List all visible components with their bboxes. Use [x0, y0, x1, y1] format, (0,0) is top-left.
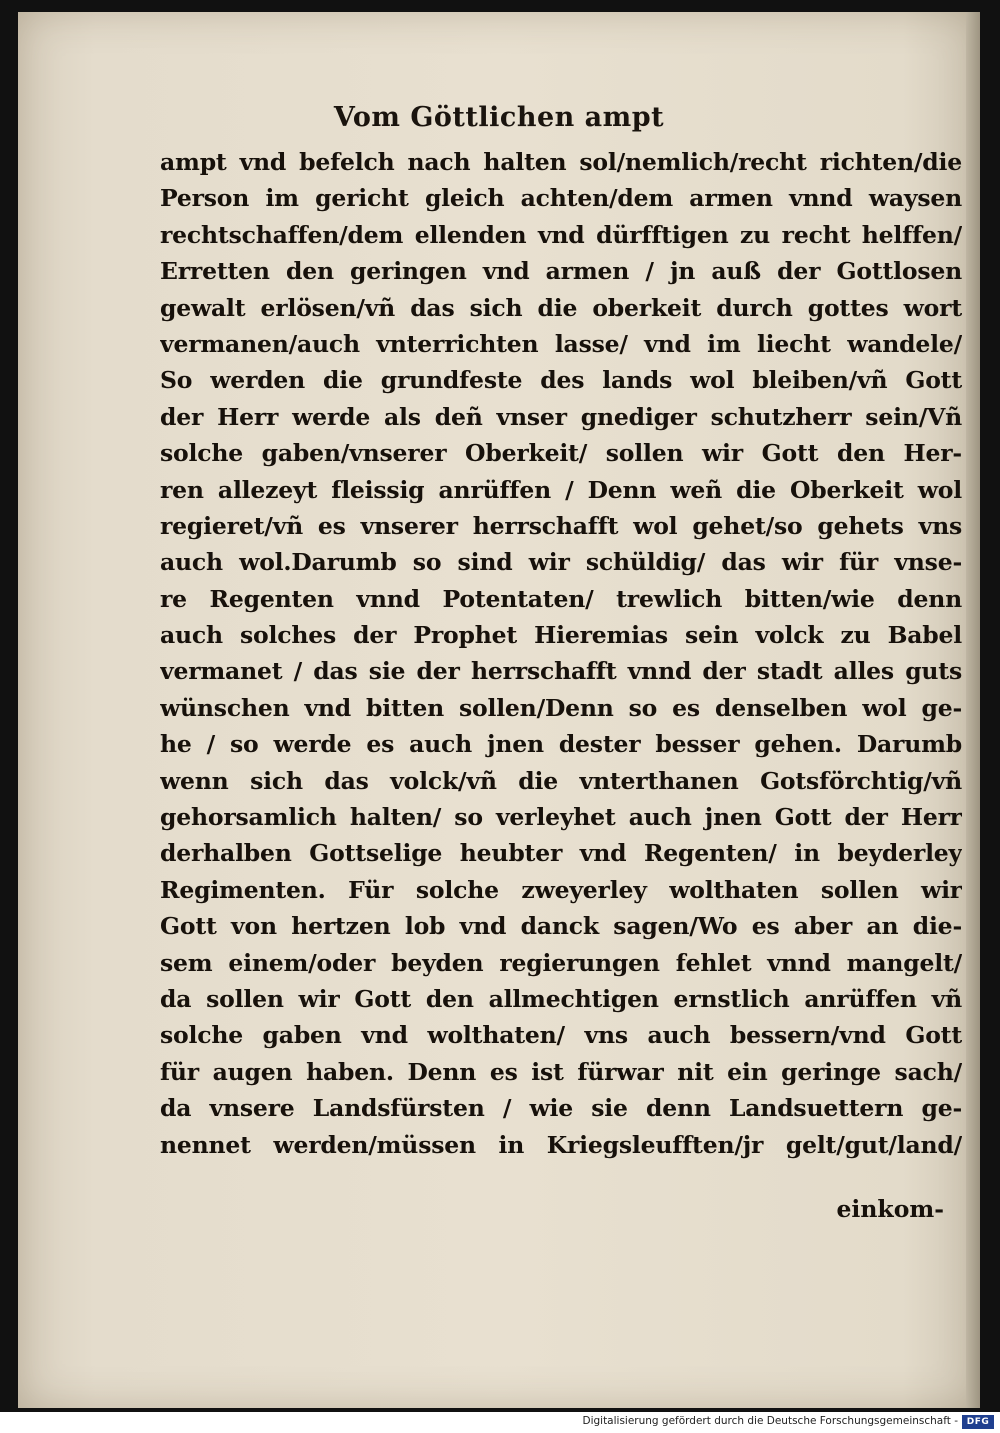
dfg-logo-icon: DFG — [962, 1415, 994, 1429]
text-line: gehorsamlich halten/ so verleyhet auch jnen Gott der Herr — [160, 803, 962, 832]
text-line: vermanet / das sie der herrschafft vnnd der stadt alles guts — [160, 657, 962, 686]
running-head: Vom Göttlichen ampt — [333, 102, 665, 133]
text-line: vermanen/auch vnterrichten lasse/ vnd im liecht wandele/ — [160, 329, 962, 358]
text-line: solche gaben/vnserer Oberkeit/ sollen wir Gott den Her- — [160, 439, 962, 468]
page-edge — [966, 12, 980, 1408]
text-line: derhalben Gottselige heubter vnd Regenten/ in beyderley — [160, 839, 962, 868]
catchword: einkom- — [836, 1195, 944, 1223]
text-line: wünschen vnd bitten sollen/Denn so es denselben wol ge- — [160, 693, 962, 722]
text-line: da vnsere Landsfürsten / wie sie denn Landsuettern ge- — [160, 1094, 962, 1123]
text-line: sem einem/oder beyden regierungen fehlet vnnd mangelt/ — [160, 948, 962, 977]
text-line: ampt vnd befelch nach halten sol/nemlich/recht richten/die — [160, 148, 962, 176]
funding-credit: Digitalisierung gefördert durch die Deutsche Forschungsgemeinschaft - — [582, 1415, 958, 1427]
text-line: Gott von hertzen lob vnd danck sagen/Wo es aber an die- — [160, 912, 962, 941]
text-line: gewalt erlösen/vñ das sich die oberkeit durch gottes wort — [160, 293, 962, 322]
text-line: solche gaben vnd wolthaten/ vns auch bessern/vnd Gott — [160, 1021, 962, 1050]
text-line: So werden die grundfeste des lands wol bleiben/vñ Gott — [160, 366, 962, 395]
text-line: der Herr werde als deñ vnser gnediger schutzherr sein/Vñ — [160, 402, 962, 431]
text-line: auch wol.Darumb so sind wir schüldig/ das wir für vnse- — [160, 548, 962, 577]
text-line: rechtschaffen/dem ellenden vnd dürfftigen zu recht helffen/ — [160, 220, 962, 249]
text-line: nennet werden/müssen in Kriegsleufften/jr gelt/gut/land/ — [160, 1130, 962, 1159]
text-line: Regimenten. Für solche zweyerley wolthaten sollen wir — [160, 875, 962, 904]
text-line: Person im gericht gleich achten/dem armen vnnd waysen — [160, 184, 962, 213]
text-block — [160, 144, 962, 1163]
text-line: da sollen wir Gott den allmechtigen ernstlich anrüffen vñ — [160, 984, 962, 1013]
text-line: he / so werde es auch jnen dester besser gehen. Darumb — [160, 730, 962, 759]
text-line: regieret/vñ es vnserer herrschafft wol gehet/so gehets vns — [160, 511, 962, 540]
text-line: Erretten den geringen vnd armen / jn auß der Gottlosen — [160, 257, 962, 286]
text-line: auch solches der Prophet Hieremias sein volck zu Babel — [160, 621, 962, 650]
text-line: re Regenten vnnd Potentaten/ trewlich bitten/wie denn — [160, 584, 962, 613]
text-line: ren allezeyt fleissig anrüffen / Denn weñ die Oberkeit wol — [160, 475, 962, 504]
text-line: wenn sich das volck/vñ die vnterthanen Gotsförchtig/vñ — [160, 766, 962, 795]
text-line: für augen haben. Denn es ist fürwar nit ein geringe sach/ — [160, 1057, 962, 1086]
footer-bar — [0, 1412, 1000, 1433]
